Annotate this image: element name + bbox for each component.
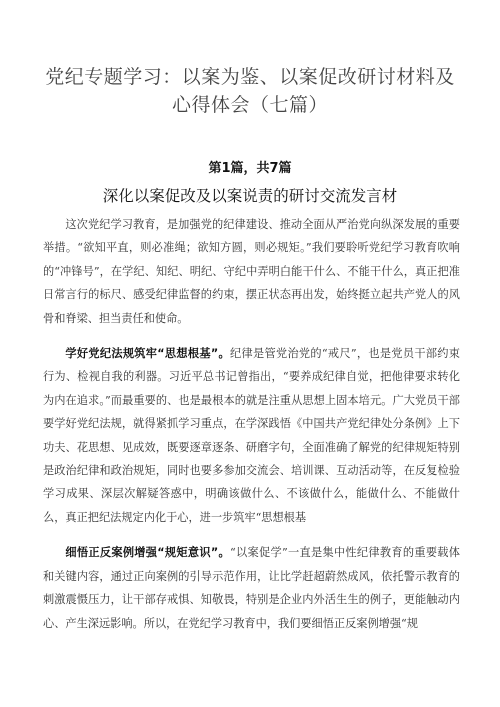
paragraph-intro <box>43 213 460 330</box>
chapter-label: 第1篇，共7篇 <box>208 161 292 176</box>
paragraph-text: 这次党纪学习教育，是加强党的纪律建设、推动全面从严治党向纵深发展的重要举措。“欲知平直，则必准绳；欲知方圆，则必规矩。”我们要聆听党纪学习教育吹响的“冲锋号”，在学纪、知纪、明纪、守纪中弄明白能干什么、不能干什么，真正把准日常言行的标尺、感受纪律监督的约束，摆正状态再出发，始终挺立起共产党人的风骨和脊梁、担当责任和使命。 <box>43 218 460 325</box>
paragraph-text: “以案促学”一直是集中性纪律教育的重要载体和关键内容，通过正向案例的引导示范作用，让比学赶超蔚然成风，依托警示教育的刺激震慑压力，让干部存戒惧、知敬畏，特别是企业内外活生生的例子，更能触动内心、产生深远影响。所以，在党纪学习教育中，我们要细悟正反案例增强“规 <box>43 546 460 630</box>
section-heading: 深化以案促改及以案说责的研讨交流发言材 <box>102 187 398 205</box>
paragraph-lead: 细悟正反案例增强“规矩意识”。 <box>65 546 231 560</box>
paragraph-study-rules <box>43 342 460 529</box>
document-title: 党纪专题学习：以案为鉴、以案促改研讨材料及心得体会（七篇） <box>45 66 455 116</box>
paragraph-lead: 学好党纪法规筑牢“思想根基”。 <box>65 347 231 361</box>
paragraph-cases <box>43 541 460 635</box>
document-body <box>43 213 460 635</box>
paragraph-text: 纪律是管党治党的“戒尺”，也是党员干部约束行为、检视自我的利器。习近平总书记曾指出，“要养成纪律自觉，把他律要求转化为内在追求。”而最重要的、也是最根本的就是注重从思想上固本培元。广大党员干部要学好党纪法规，就得紧抓学习重点，在学深践悟《中国共产党纪律处分条例》上下功夫、花思想、见成效，既要逐章逐条、研磨字句，全面准确了解党的纪律规矩特别是政治纪律和政治规矩，同时也要多参加交流会、培训课、互动活动等，在反复检验学习成果、深层次解疑答惑中，明确该做什么、不该做什么，能做什么、不能做什么，真正把纪法规定内化于心，进一步筑牢“思想根基 <box>43 347 460 524</box>
